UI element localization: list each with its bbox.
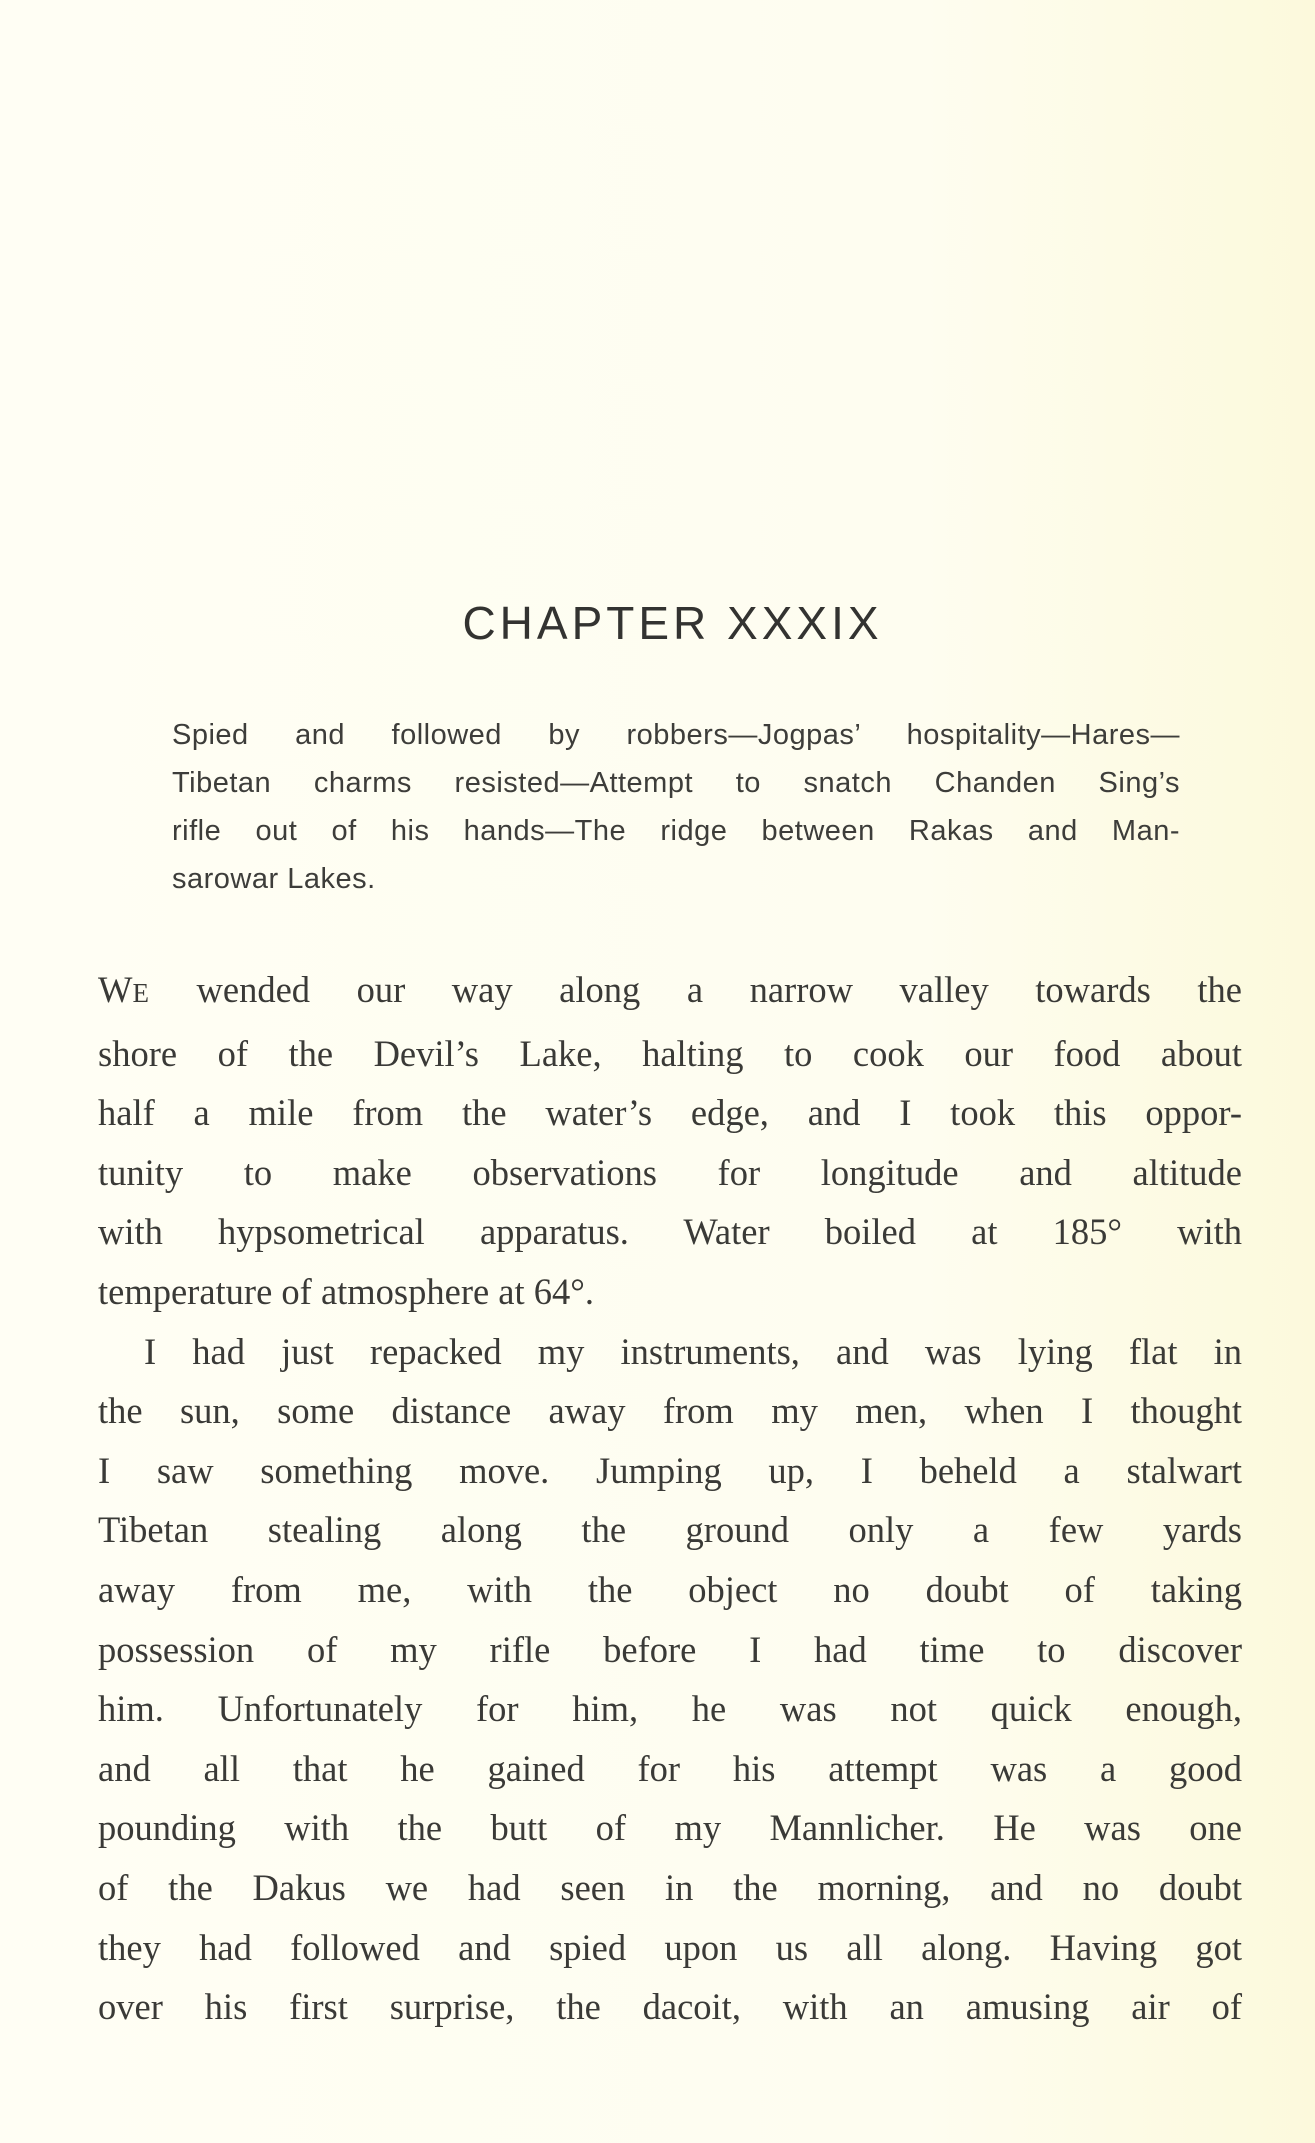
body-line: I saw something move. Jumping up, I beheld a stalwart: [98, 1449, 1242, 1491]
body-line: away from me, with the object no doubt of taking: [98, 1568, 1242, 1610]
summary-line: Spied and followed by robbers—Jogpas’ hospitality—Hares—: [172, 719, 1180, 751]
body-line: possession of my rifle before I had time to discover: [98, 1628, 1242, 1670]
first-line-text: wended our way along a narrow valley towards the: [149, 969, 1242, 1010]
summary-line: sarowar Lakes.: [172, 863, 376, 895]
body-line: temperature of atmosphere at 64°.: [98, 1270, 594, 1312]
paragraph-2: [98, 1322, 1242, 2037]
paragraph-1: [98, 960, 1242, 1322]
body-line: pounding with the butt of my Mannlicher. He was one: [98, 1807, 1242, 1849]
summary-line: Tibetan charms resisted—Attempt to snatch Chanden Sing’s: [172, 767, 1180, 799]
summary-line: rifle out of his hands—The ridge between Rakas and Man-: [172, 815, 1180, 847]
drop-initial: W: [98, 969, 133, 1010]
chapter-body: [98, 960, 1242, 2037]
chapter-summary: [172, 711, 1180, 903]
body-line: [98, 960, 1242, 1024]
body-line: and all that he gained for his attempt was a good: [98, 1747, 1242, 1789]
body-line: they had followed and spied upon us all along. Having got: [98, 1926, 1242, 1968]
body-line: I had just repacked my instruments, and was lying flat in: [144, 1330, 1242, 1372]
body-line: half a mile from the water’s edge, and I took this oppor-: [98, 1092, 1242, 1134]
body-line: shore of the Devil’s Lake, halting to cook our food about: [98, 1032, 1242, 1074]
chapter-title: CHAPTER XXXIX: [462, 597, 883, 649]
body-line: Tibetan stealing along the ground only a few yards: [98, 1509, 1242, 1551]
body-line: of the Dakus we had seen in the morning, and no doubt: [98, 1866, 1242, 1908]
body-line: over his first surprise, the dacoit, with an amusing air of: [98, 1986, 1242, 2028]
body-line: with hypsometrical apparatus. Water boiled at 185° with: [98, 1211, 1242, 1253]
small-caps-letter: E: [132, 978, 150, 1008]
body-line: the sun, some distance away from my men, when I thought: [98, 1390, 1242, 1432]
body-line: him. Unfortunately for him, he was not quick enough,: [98, 1688, 1242, 1730]
body-line: tunity to make observations for longitude and altitude: [98, 1151, 1242, 1193]
